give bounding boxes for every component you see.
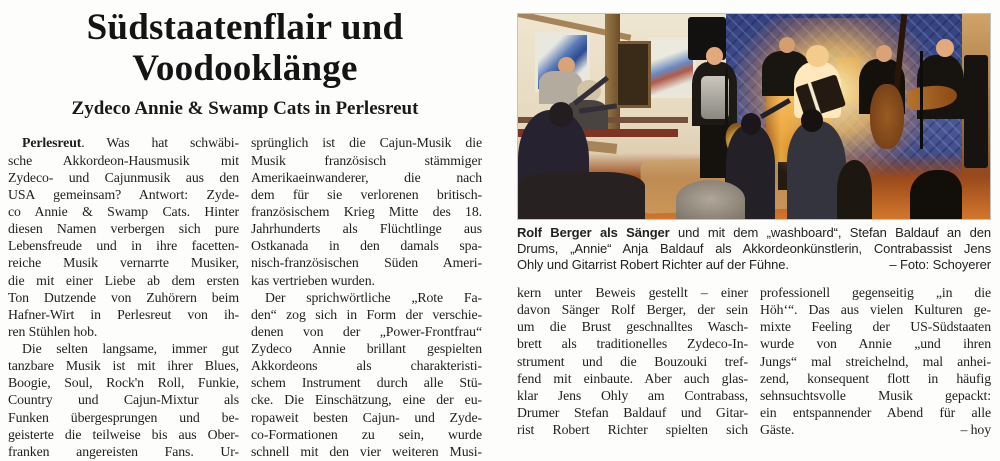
text-column-4 — [760, 284, 991, 438]
text-line: ein entspannender Abend für alle — [760, 404, 991, 420]
text-line: Ton Dutzende von Zuhörern beim — [8, 289, 239, 305]
text-line: kern unter Beweis gestellt – einer — [517, 285, 748, 300]
body-columns-right — [517, 284, 991, 438]
text-line: Country und Cajun-Mixtur als — [8, 392, 239, 408]
figure-gray-haired-head — [676, 180, 744, 219]
text-line: cke. Die Einschätzung, eine der eu- — [251, 392, 482, 408]
text-line: schnell mit den vier weiteren Musi- — [251, 443, 482, 459]
text-line: dem für sie verlorenen britisch- — [251, 186, 482, 202]
headline — [8, 8, 482, 89]
text-line: Hafner-Wirt in Perlesreut von ih- — [8, 306, 239, 322]
text-column-2 — [251, 134, 482, 460]
caption-bold-lead: Rolf Berger als Sänger — [517, 225, 670, 240]
text-line: Akkordeons als charakteristi- — [251, 358, 482, 374]
subtitle: Zydeco Annie & Swamp Cats in Perlesreut — [71, 98, 419, 120]
figure-drummer-head — [779, 37, 795, 53]
text-line: co Annie & Swamp Cats. Hinter — [8, 203, 239, 219]
text-column-1 — [8, 134, 239, 460]
text-line: schem Instrument durch alle Stü- — [251, 375, 482, 391]
text-line: Zydeco Annie brillant gespielten — [251, 341, 482, 357]
text-line: fend mit einbaute. Aber auch glas- — [517, 370, 748, 386]
text-line: Höh‘“. Das aus vielen Kulturen ge- — [760, 302, 991, 318]
text-line: wurde von Annie „und ihren — [760, 336, 991, 352]
caption-line-3-text: Ohly und Gitarrist Robert Richter auf der Fühne. — [517, 257, 789, 272]
text-line: Ostkanada in den damals spa- — [251, 238, 482, 254]
double-bass-body — [870, 84, 904, 150]
text-line: professionell gegenseitig „in die — [760, 285, 991, 300]
text-line: brett als traditionelles Zydeco-In- — [517, 336, 748, 352]
text-line: mixte Feeling der US-Südstaaten — [760, 319, 991, 335]
photo-credit: – Foto: Schoyerer — [889, 257, 991, 272]
caption-line-3 — [517, 257, 991, 273]
text-line: klar Jens Ohly am Contrabass, — [517, 387, 748, 403]
text-line: sche Akkordeon-Hausmusik mit — [8, 152, 239, 168]
text-line: Die selten langsame, immer gut — [22, 341, 239, 357]
text-line: ropaweit besten Cajun- und Zyde- — [251, 409, 482, 425]
caption-line-2: Drums, „Annie“ Anja Baldauf als Akkordeonkünstlerin, Contrabassist Jens — [517, 241, 991, 256]
text-line: Musik französisch stämmiger — [251, 152, 482, 168]
text-line: französischem Krieg Mitte des 18. — [251, 203, 482, 219]
text-line: kas vertrieben wurden. — [251, 272, 375, 288]
article-left-block — [8, 8, 482, 460]
text-line: die mit einer Liebe ab dem ersten — [8, 272, 239, 288]
photo-caption — [517, 225, 991, 273]
text-line: Jahrhunderts als Flüchtlinge aus — [251, 221, 482, 237]
text-line-left: Gäste. — [760, 422, 795, 438]
text-line: USA gemeinsam? Antwort: Zyde- — [8, 186, 239, 202]
text-line: tanzbare Musik ist mit ihrer Blues, — [8, 358, 239, 374]
text-line: Jungs“ mal streichelnd, mal anhei- — [760, 353, 991, 369]
figure-foreground-woman-head — [549, 102, 574, 127]
text-line: diesen Namen verbergen sich pure — [8, 221, 239, 237]
text-line: um die Brust geschnalltes Wasch- — [517, 319, 748, 335]
text-line: rist Robert Richter spielten sich — [517, 422, 748, 438]
text-line: denen von der „Power-Frontfrau“ — [251, 323, 482, 339]
text-line: Amerikaeinwanderer, die nach — [251, 169, 482, 185]
figure-bassist-head — [876, 45, 893, 62]
text-line: reiche Musik vernarrte Musiker, — [8, 255, 239, 271]
caption-line-1-rest: und mit dem „washboard“, Stefan Baldauf an den — [669, 225, 991, 240]
headline-line1: Südstaatenflair und — [86, 7, 404, 48]
text-line: sehnsuchtsvolle Musik gepackt: — [760, 387, 991, 403]
body-columns-left — [8, 134, 482, 460]
photo-window — [615, 41, 652, 109]
headline-line2: Voodooklänge — [132, 47, 358, 89]
text-line: davon Sänger Rolf Berger, der sein — [517, 302, 748, 318]
text-line: ren Stühlen hob. — [8, 323, 98, 339]
mic-stand-right — [920, 51, 923, 149]
figure-dancer-head — [741, 113, 761, 135]
article-right-block — [517, 13, 991, 438]
figure-couple-head — [801, 109, 823, 132]
text-line: co-Formationen zu sein, wurde — [251, 426, 482, 442]
figure-audience-head-right — [837, 160, 872, 219]
figure-accordionist-hair — [806, 45, 829, 68]
text-line: zend, konsequent flott in häufig — [760, 370, 991, 386]
caption-line-1 — [517, 225, 991, 241]
figure-audience-mass-right — [910, 170, 962, 219]
figure-singer-head — [706, 47, 723, 65]
band-photo — [517, 13, 991, 220]
author-initials: – hoy — [960, 422, 991, 438]
text-line: Drumer Stefan Baldauf und Gitar- — [517, 404, 748, 420]
text-line: Der sprichwörtliche „Rote Fa- — [265, 289, 482, 305]
figure-guitarist-head — [936, 39, 953, 57]
text-line — [760, 421, 991, 438]
text-line: den“ zog sich in Form der verschie- — [251, 306, 482, 322]
text-line: sprünglich ist die Cajun-Musik die — [251, 135, 482, 151]
text-column-3 — [517, 284, 748, 438]
text-line: Funken übergesprungen und be- — [8, 409, 239, 425]
text-line: strument und die Bouzouki tref- — [517, 353, 748, 369]
photo-right-speaker — [964, 55, 988, 168]
text-line: nisch-französischen Süden Ameri- — [251, 255, 482, 271]
figure-audience-mass-left — [518, 172, 645, 219]
text-line: Lebensfreude und in ihre facetten- — [8, 238, 239, 254]
text-line: Boogie, Soul, Rock'n Roll, Funkie, — [8, 375, 239, 391]
text-line: geisterte die teilweise bis aus Ober- — [8, 426, 239, 442]
text-line: Perlesreut. Was hat schwäbi- — [22, 135, 239, 151]
text-line: Zydeco- und Cajunmusik aus den — [8, 169, 239, 185]
text-line: franken angereisten Fans. Ur- — [8, 443, 239, 459]
